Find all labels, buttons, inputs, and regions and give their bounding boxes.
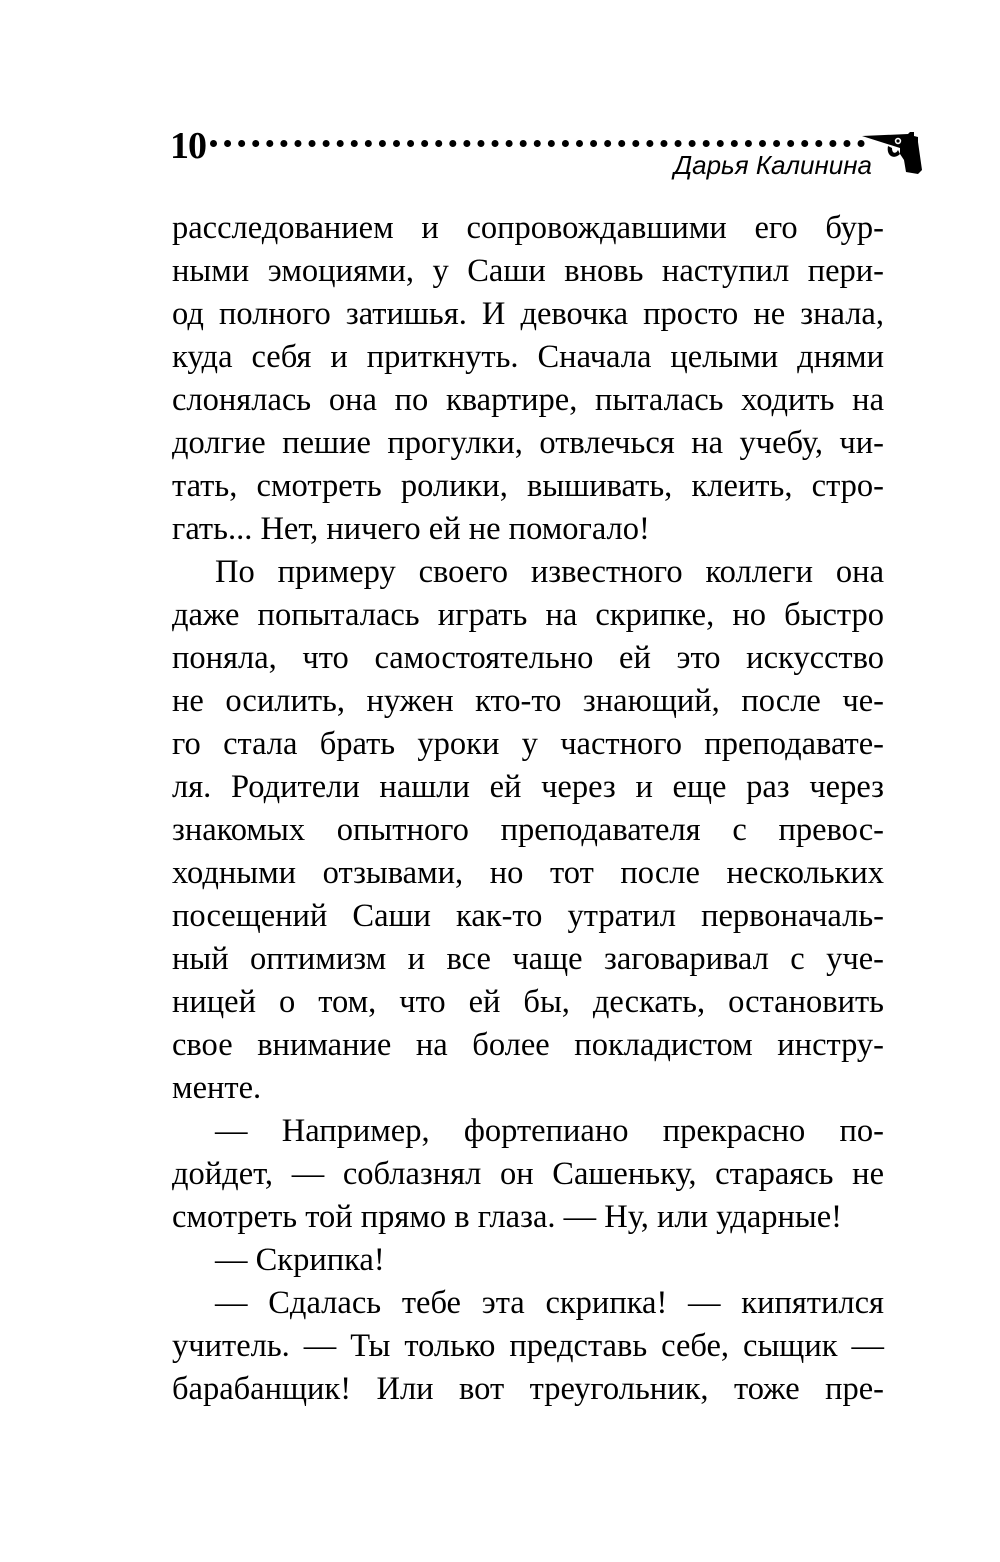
text-line: долгие пешие прогулки, отвлечься на учебу, чи- xyxy=(172,425,884,461)
text-line: ный оптимизм и все чаще заговаривал с уче- xyxy=(172,941,884,977)
text-line: слонялась она по квартире, пыталась ходить на xyxy=(172,382,884,418)
text-line: ными эмоциями, у Саши вновь наступил пери- xyxy=(172,253,884,289)
pistol-icon xyxy=(860,130,922,176)
text-line: менте. xyxy=(172,1070,262,1106)
text-line: — Сдалась тебе эта скрипка! — кипятился xyxy=(215,1285,884,1321)
text-line: од полного затишья. И девочка просто не знала, xyxy=(172,296,884,332)
text-line: — Скрипка! xyxy=(215,1242,385,1278)
text-line: тать, смотреть ролики, вышивать, клеить, стро- xyxy=(172,468,884,504)
text-line: расследованием и сопровождавшими его бур- xyxy=(172,210,884,246)
text-line: дойдет, — соблазнял он Сашеньку, стараясь не xyxy=(172,1156,884,1192)
page-number: 10 xyxy=(170,125,206,167)
text-line: знакомых опытного преподавателя с превос- xyxy=(172,812,884,848)
text-line: барабанщик! Или вот треугольник, тоже пре- xyxy=(172,1371,884,1407)
text-body xyxy=(172,207,884,1411)
text-line: даже попыталась играть на скрипке, но быстро xyxy=(172,597,884,633)
text-line: смотреть той прямо в глаза. — Ну, или ударные! xyxy=(172,1199,842,1235)
header-dotted-rule xyxy=(210,140,865,147)
text-line: ходными отзывами, но тот после нескольких xyxy=(172,855,884,891)
text-line: посещений Саши как-то утратил первоначаль- xyxy=(172,898,884,934)
text-line: поняла, что самостоятельно ей это искусство xyxy=(172,640,884,676)
text-line: гать... Нет, ничего ей не помогало! xyxy=(172,511,650,547)
text-line: ницей о том, что ей бы, дескать, остановить xyxy=(172,984,884,1020)
text-line: куда себя и приткнуть. Сначала целыми днями xyxy=(172,339,884,375)
text-line: не осилить, нужен кто-то знающий, после че- xyxy=(172,683,884,719)
text-line: — Например, фортепиано прекрасно по- xyxy=(215,1113,884,1149)
text-line: го стала брать уроки у частного преподавате- xyxy=(172,726,884,762)
running-header-author: Дарья Калинина xyxy=(673,150,872,180)
text-line: учитель. — Ты только представь себе, сыщик — xyxy=(172,1328,884,1364)
text-line: По примеру своего известного коллеги она xyxy=(215,554,884,590)
text-line: свое внимание на более покладистом инстру- xyxy=(172,1027,884,1063)
text-line: ля. Родители нашли ей через и еще раз через xyxy=(172,769,884,805)
